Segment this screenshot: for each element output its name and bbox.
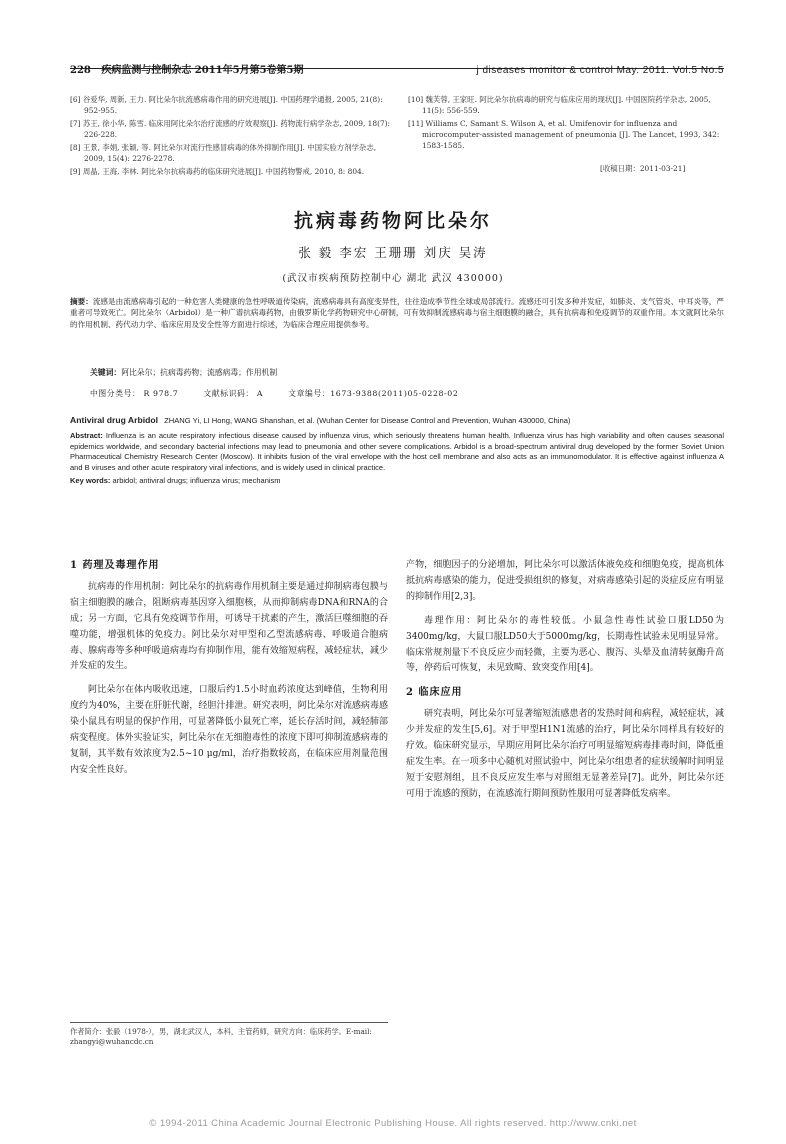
reference-item: [7] 苏王, 徐小华, 陈雪. 临床用阿比朵尔治疗流感的疗效观察[J]. 药物流行病学杂志, 2009, 18(7): 226-228. [70,119,391,139]
english-abstract-label: Abstract: [70,430,103,440]
body-paragraph: 产物，细胞因子的分泌增加，阿比朵尔可以激活体液免疫和细胞免疫，提高机体抵抗病毒感染的能力，促进受损组织的修复，对病毒感染引起的炎症反应有明显的抑制作用[2,3]。 [406,560,724,602]
body-paragraph: 毒理作用：阿比朵尔的毒性较低。小鼠急性毒性试验口服LD50为3400mg/kg，大鼠口服LD50大于5000mg/kg，长期毒性试验未见明显异常。临床常规剂量下不良反应少而轻微，主要为恶心、腹泻、头晕及血清转氨酶升高等，停药后可恢复，未见致畸、致突变作用[4]。 [406,615,724,674]
running-header [70,64,724,76]
article-authors: 张 毅 李宏 王珊珊 刘庆 吴涛 [298,245,488,260]
body-paragraph: 抗病毒的作用机制：阿比朵尔的抗病毒作用机制主要是通过抑制病毒包膜与宿主细胞膜的融合，阻断病毒基因穿入细胞核，从而抑制病毒DNA和RNA的合成；另一方面，它具有免疫调节作用，可诱导干扰素的产生，激活巨噬细胞的吞噬功能，增强机体的免疫力。阿比朵尔对甲型和乙型流感病毒、呼吸道合胞病毒、腺病毒等多种呼吸道病毒均有抑制作用，能有效缩短病程，减轻症状，减少并发症的发生。 [70,581,388,672]
reference-item: [11] Williams C, Samant S. Wilson A, et al. Umifenovir for influenza and microcomputer-assisted management of pneumonia [J]. The Lancet, 1993, 342: 1583-1585. [408,119,720,150]
page-number-and-journal [70,64,304,78]
article-affiliation: (武汉市疾病预防控制中心 湖北 武汉 430000) [282,273,504,284]
abstract-cn-text: 流感是由流感病毒引起的一种危害人类健康的急性呼吸道传染病，流感病毒具有高度变异性，往往造成季节性全球或局部流行。流感还可引发多种并发症，如肺炎、支气管炎、中耳炎等，严重者可导致死亡。阿比朵尔（Arbidol）是一种广谱抗病毒药物，由俄罗斯化学药物研究中心研制，可有效抑制流感病毒与宿主细胞膜的融合，具有抗病毒和免疫调节的双重作用。本文就阿比朵尔的作用机制、药代动力学、临床应用及安全性等方面进行综述，为临床合理应用提供参考。 [70,297,725,329]
body-paragraph: 阿比朵尔在体内吸收迅速，口服后约1.5小时血药浓度达到峰值，生物利用度约为40%，主要在肝脏代谢，经胆汁排泄。研究表明，阿比朵尔对流感病毒感染小鼠具有明显的保护作用，可显著降低小鼠死亡率，延长存活时间，减轻肺部病变程度。体外实验证实，阿比朵尔在无细胞毒性的浓度下即可抑制流感病毒的复制，其半数有效浓度为2.5~10 μg/ml，治疗指数较高，在临床应用剂量范围内安全性良好。 [70,685,388,775]
abstract-cn-label: 摘要： [70,297,93,306]
abstract-cn [70,296,724,330]
section-heading: 1 药理及毒理作用 [70,560,160,571]
section-heading: 2 临床应用 [406,687,463,699]
keywords-cn [90,367,724,378]
body-column-right [406,558,724,811]
article-number: 文章编号：1673-9388(2011)05-0228-02 [288,389,459,398]
reference-item: [6] 谷爱华, 周新, 王力. 阿比朵尔抗流感病毒作用的研究进展[J]. 中国药理学通报, 2005, 21(8): 952-955. [70,95,383,115]
author-footnote: 作者简介：张毅（1978-），男，湖北武汉人，本科，主管药师，研究方向：临床药学。E-mail: zhangyi@wuhancdc.cn [70,1022,388,1047]
body-column-left [70,558,388,787]
english-abstract-text: Influenza is an acute respiratory infectious disease caused by influenza virus, which seriously threatens human health. Influenza virus has high variability and often causes seasonal epidemics worldwide, and secondary bacterial infections may lead to pneumonia and other severe complications. Arbidol is a broad-spectrum antiviral drug developed by the former Soviet Union Pharmaceutical Chemistry Research Center (Moscow). It inhibits fusion of the viral envelope with the host cell membrane and also acts as an immunomodulator. It is effective against influenza A and B viruses and other acute respiratory viral infections, and is widely used in clinical practice. [70,430,724,473]
clc-number: 中图分类号： R 978.7 [90,389,179,398]
english-keywords [70,476,724,487]
body-paragraph: 研究表明，阿比朵尔可显著缩短流感患者的发热时间和病程，减轻症状，减少并发症的发生[5,6]。对于甲型H1N1流感的治疗，阿比朵尔同样具有较好的疗效。临床研究显示，早期应用阿比朵尔治疗可明显缩短病毒排毒时间，降低重症发生率。在一项多中心随机对照试验中，阿比朵尔组患者的症状缓解时间明显短于安慰剂组，且不良反应发生率与对照组无显著差异[7]。此外，阿比朵尔还可用于流感的预防，在流感流行期间预防性服用可显著降低发病率。 [406,709,724,799]
received-date: [收稿日期：2011-03-21] [600,164,686,173]
journal-title-en: j diseases monitor & control May. 2011. Vol.5 No.5 [476,65,724,76]
copyright-watermark: © 1994-2011 China Academic Journal Electronic Publishing House. All rights reserved. http://www.cnki.net [149,1118,637,1129]
journal-title-cn: 疾病监测与控制杂志 2011年5月第5卷第5期 [101,65,304,76]
english-authors: ZHANG Yi, LI Hong, WANG Shanshan, et al. (Wuhan Center for Disease Control and Prevention, Wuhan 430000, China) [164,416,571,425]
english-abstract-block [70,415,724,487]
keywords-cn-text: 阿比朵尔；抗病毒药物；流感病毒；作用机制 [121,368,278,377]
reference-item: [8] 王景, 李娟, 张颖, 等. 阿比朵尔对流行性感冒病毒的体外抑制作用[J]. 中国实验方剂学杂志, 2009, 15(4): 2276-2278. [70,143,377,163]
document-code: 文献标识码： A [203,389,264,398]
reference-item: [9] 周晶, 王海, 李林. 阿比朵尔抗病毒药的临床研究进展[J]. 中国药物警戒, 2010, 8: 804. [70,167,365,176]
english-keywords-label: Key words: [70,475,111,485]
page-number: 228 [70,65,91,76]
english-title: Antiviral drug Arbidol [70,415,159,425]
classification-line [90,388,724,399]
english-abstract [70,431,724,474]
article-title: 抗病毒药物阿比朵尔 [293,210,492,232]
english-keywords-text: arbidol; antiviral drugs; influenza virus; mechanism [112,475,281,485]
keywords-cn-label: 关键词： [90,368,122,377]
references-left [70,94,395,179]
references-right [408,94,724,153]
reference-item: [10] 魏芙蓉, 王家旺. 阿比朵尔抗病毒的研究与临床应用的现状[J]. 中国医院药学杂志, 2005, 11(5): 556-559. [408,95,711,115]
